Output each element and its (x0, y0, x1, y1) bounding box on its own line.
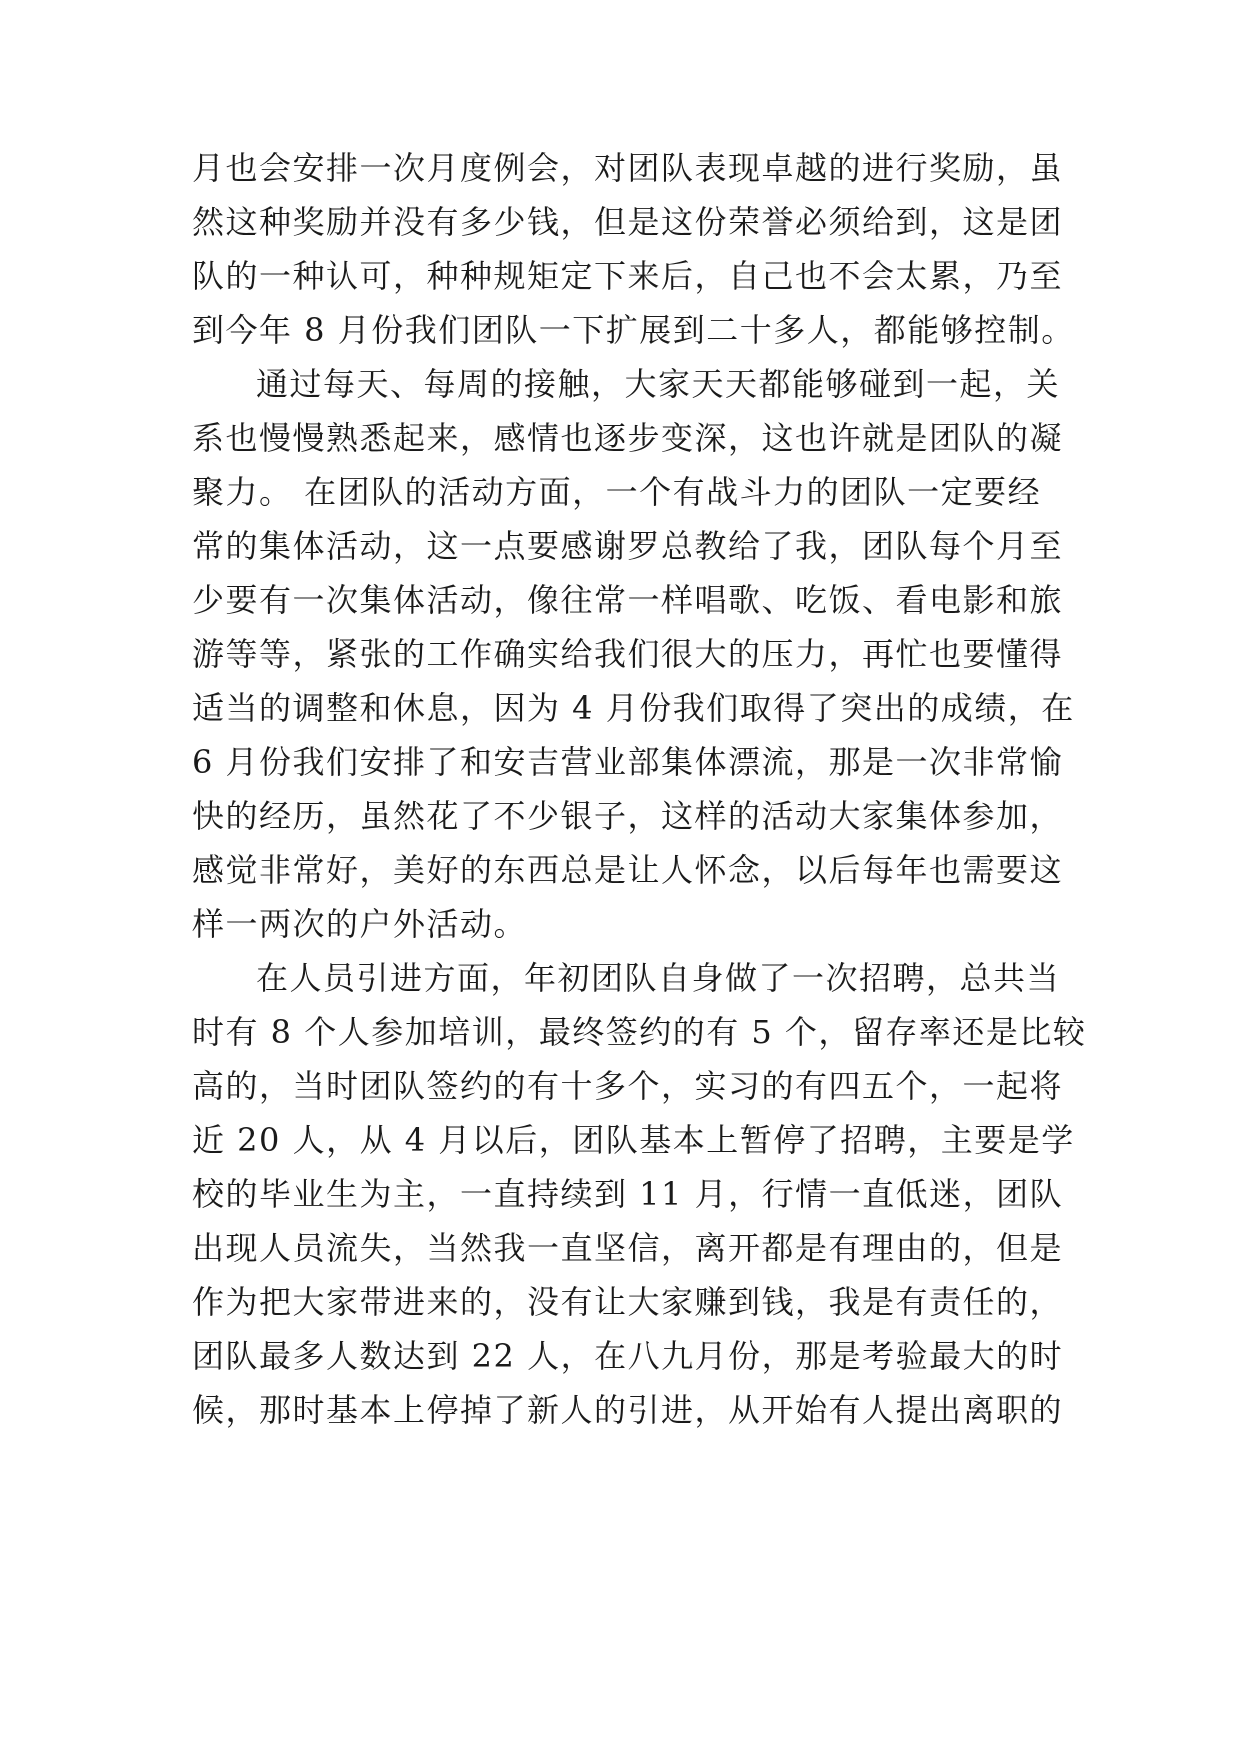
text-line: 团队最多人数达到 22 人，在八九月份，那是考验最大的时 (192, 1337, 1064, 1375)
paragraph-start-line: 在人员引进方面，年初团队自身做了一次招聘，总共当 (256, 959, 1061, 997)
text-line: 时有 8 个人参加培训，最终签约的有 5 个，留存率还是比较 (192, 1013, 1087, 1051)
text-line: 常的集体活动，这一点要感谢罗总教给了我，团队每个月至 (192, 527, 1064, 565)
text-line: 出现人员流失，当然我一直坚信，离开都是有理由的，但是 (192, 1229, 1064, 1267)
text-line: 游等等，紧张的工作确实给我们很大的压力，再忙也要懂得 (192, 635, 1064, 673)
text-line: 感觉非常好，美好的东西总是让人怀念，以后每年也需要这 (192, 851, 1064, 889)
text-line: 高的，当时团队签约的有十多个，实习的有四五个，一起将 (192, 1067, 1064, 1105)
text-line: 队的一种认可，种种规矩定下来后，自己也不会太累，乃至 (192, 257, 1064, 295)
text-line: 校的毕业生为主，一直持续到 11 月，行情一直低迷，团队 (192, 1175, 1064, 1213)
text-line: 6 月份我们安排了和安吉营业部集体漂流，那是一次非常愉 (192, 743, 1064, 781)
text-line: 候，那时基本上停掉了新人的引进，从开始有人提出离职的 (192, 1391, 1064, 1429)
text-line: 然这种奖励并没有多少钱，但是这份荣誉必须给到，这是团 (192, 203, 1064, 241)
text-line: 近 20 人，从 4 月以后，团队基本上暂停了招聘，主要是学 (192, 1121, 1075, 1159)
text-line: 少要有一次集体活动，像往常一样唱歌、吃饭、看电影和旅 (192, 581, 1064, 619)
text-line: 适当的调整和休息，因为 4 月份我们取得了突出的成绩，在 (192, 689, 1075, 727)
text-line: 月也会安排一次月度例会，对团队表现卓越的进行奖励，虽 (192, 149, 1064, 187)
text-line: 聚力。 在团队的活动方面，一个有战斗力的团队一定要经 (192, 473, 1042, 511)
text-line: 快的经历，虽然花了不少银子，这样的活动大家集体参加， (192, 797, 1064, 835)
text-line: 作为把大家带进来的，没有让大家赚到钱，我是有责任的， (192, 1283, 1064, 1321)
text-line: 系也慢慢熟悉起来，感情也逐步变深，这也许就是团队的凝 (192, 419, 1064, 457)
paragraph-start-line: 通过每天、每周的接触，大家天天都能够碰到一起，关 (256, 365, 1061, 403)
text-line: 到今年 8 月份我们团队一下扩展到二十多人，都能够控制。 (192, 311, 1075, 349)
text-line: 样一两次的户外活动。 (192, 905, 528, 943)
